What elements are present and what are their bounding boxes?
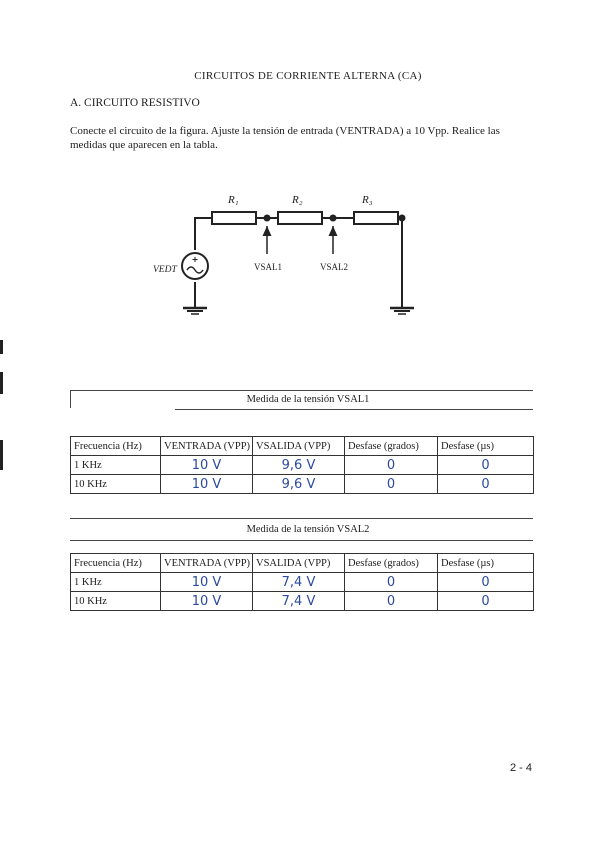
table1-cell: 10 V — [161, 456, 253, 475]
table2-cell: 0 — [345, 573, 438, 592]
table1-caption-rule — [175, 409, 533, 410]
r2-label: R₂ — [292, 194, 303, 206]
table2-header-phase-us: Desfase (µs) — [438, 554, 534, 573]
table1-header-vin: VENTRADA (VPP) — [161, 437, 253, 456]
table1-header-frequency: Frecuencia (Hz) — [71, 437, 161, 456]
section-heading: A. CIRCUITO RESISTIVO — [70, 97, 200, 109]
table2-cell: 10 KHz — [71, 592, 161, 611]
r1-label: R₁ — [228, 194, 239, 206]
table2-cell: 7,4 V — [253, 573, 345, 592]
table1-cell: 9,6 V — [253, 475, 345, 494]
table-row — [71, 592, 534, 611]
table2-header-row — [71, 554, 534, 573]
scan-edge-mark — [0, 440, 3, 470]
table2-cell: 0 — [345, 592, 438, 611]
table1-cell: 0 — [345, 456, 438, 475]
document-title: CIRCUITOS DE CORRIENTE ALTERNA (CA) — [194, 70, 422, 82]
table2 — [70, 553, 534, 611]
table2-top-rule — [70, 518, 533, 519]
table2-cell: 10 V — [161, 573, 253, 592]
table1-cell: 1 KHz — [71, 456, 161, 475]
table2-cell: 0 — [438, 573, 534, 592]
vsal2-label: VSAL2 — [320, 262, 349, 272]
table2-cell: 0 — [438, 592, 534, 611]
r3-label: R₃ — [362, 194, 373, 206]
page-number: 2 - 4 — [510, 762, 533, 774]
scan-edge-mark — [0, 372, 3, 394]
table2-caption: Medida de la tensión VSAL2 — [246, 524, 370, 535]
table2-cell: 1 KHz — [71, 573, 161, 592]
table1-header-phase-us: Desfase (µs) — [438, 437, 534, 456]
table1-cell: 0 — [438, 456, 534, 475]
scan-edge-mark — [0, 340, 3, 354]
table-row — [71, 456, 534, 475]
table1-cell: 0 — [345, 475, 438, 494]
table1-cell: 0 — [438, 475, 534, 494]
resistor-r1-shape — [212, 212, 256, 224]
table1 — [70, 436, 534, 494]
instructions-text: Conecte el circuito de la figura. Ajuste la tensión de entrada (VENTRADA) a 10 Vpp. Realice las medidas que aparecen en la tabla. — [70, 125, 500, 151]
table1-cell: 10 V — [161, 475, 253, 494]
table1-top-rule — [70, 390, 533, 391]
table2-header-vin: VENTRADA (VPP) — [161, 554, 253, 573]
source-label: VEDT — [153, 265, 177, 275]
table1-caption: Medida de la tensión VSAL1 — [246, 394, 370, 405]
table1-header-phase-deg: Desfase (grados) — [345, 437, 438, 456]
table1-header-vout: VSALIDA (VPP) — [253, 437, 345, 456]
table1-header-row — [71, 437, 534, 456]
table1-cell: 10 KHz — [71, 475, 161, 494]
resistor-r3-shape — [354, 212, 398, 224]
resistor-r2-shape — [278, 212, 322, 224]
table-row — [71, 475, 534, 494]
table2-caption-rule — [70, 540, 533, 541]
table2-header-frequency: Frecuencia (Hz) — [71, 554, 161, 573]
table-row — [71, 573, 534, 592]
table1-cell: 9,6 V — [253, 456, 345, 475]
vsal1-label: VSAL1 — [254, 262, 283, 272]
table2-header-phase-deg: Desfase (grados) — [345, 554, 438, 573]
table2-cell: 7,4 V — [253, 592, 345, 611]
ac-source-shape — [182, 253, 208, 279]
table2-cell: 10 V — [161, 592, 253, 611]
circuit-diagram — [140, 180, 440, 320]
table2-header-vout: VSALIDA (VPP) — [253, 554, 345, 573]
